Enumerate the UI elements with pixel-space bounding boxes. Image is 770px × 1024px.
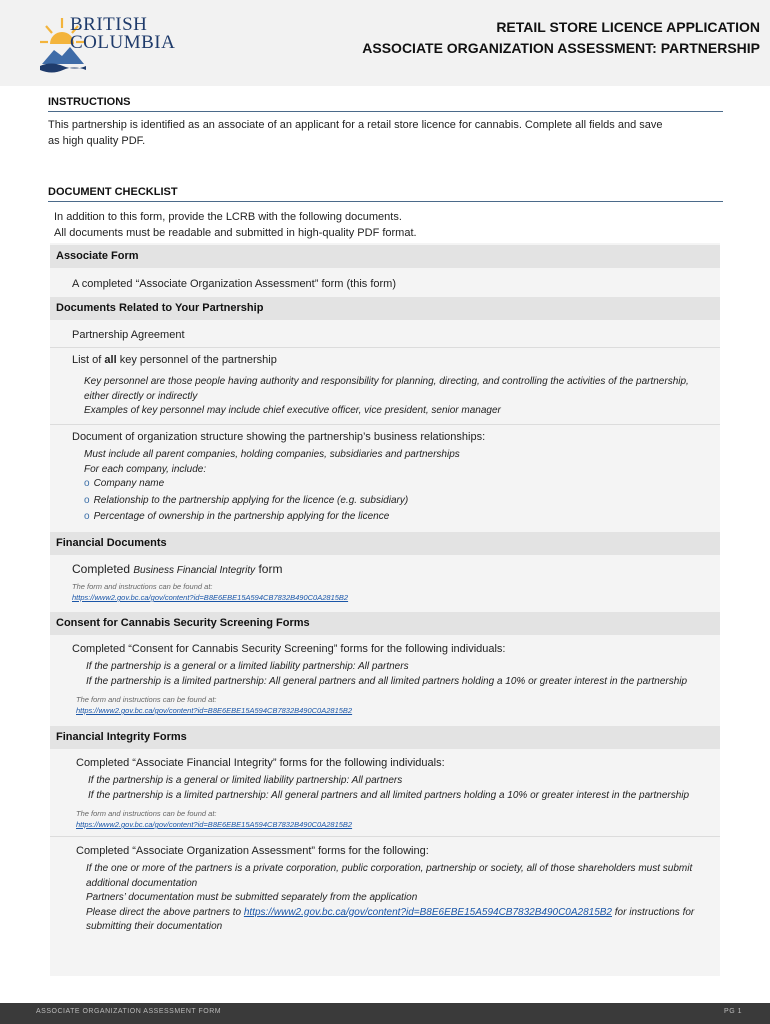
band-financial-docs: Financial Documents [50,532,720,555]
separator [50,424,720,425]
bullet-icon: o [84,494,90,506]
org-structure-item: Document of organization structure showing the partnership’s business relationships: [72,431,486,443]
security-screening-notes: If the partnership is a general or a limited liability partnership: All partners If the partnership is a limited partnership: All general partners and all limited partners holding a 10% or greater interest in the partnership [86,661,688,687]
checklist-intro-line-1: In addition to this form, provide the LCRB with the following documents. [54,211,402,223]
band-associate-form: Associate Form [50,245,720,268]
security-screening-found: The form and instructions can be found at: [76,695,217,704]
financial-integrity-found: The form and instructions can be found at: [76,809,217,818]
page-header [0,0,770,86]
band-security-screening: Consent for Cannabis Security Screening Forms [50,612,720,635]
instructions-heading: INSTRUCTIONS [48,96,723,112]
key-personnel-item: List of all key personnel of the partnership [72,354,277,366]
assoc-assessment-notes: If the one or more of the partners is a private corporation, public corporation, partnership or society, all of those shareholders must submit additional documentation Partners’ documentation must be submitted separately from the application Please direct the above partners to https://www2.gov.bc.ca/gov/content?id=B8E6EBE15A594CB7832B490C0A2815B2 for instructions for submitting their documentation [86,863,695,932]
assoc-assessment-item: Completed “Associate Organization Assessment” forms for the following: [76,845,429,857]
separator [50,836,720,837]
separator [50,347,720,348]
financial-docs-item: Completed Business Financial Integrity form [72,562,283,576]
page-title [362,17,760,59]
key-personnel-notes: Key personnel are those people having authority and responsibility for planning, directing, and controlling the activities of the partnership, either directly or indirectly Examples of key personnel may include chief executive officer, vice president, senior manager [84,376,689,416]
checklist-intro [54,209,417,241]
band-financial-integrity: Financial Integrity Forms [50,726,720,749]
instructions-line-1: This partnership is identified as an associate of an applicant for a retail store licence for cannabis. Complete all fields and save [48,119,663,131]
footer-page-number: PG 1 [724,1008,742,1015]
page-footer [0,1003,770,1024]
partnership-agreement-item: Partnership Agreement [72,329,185,341]
security-screening-item: Completed “Consent for Cannabis Security Screening” forms for the following individuals: [72,643,506,655]
associate-form-item: A completed “Associate Organization Assessment” form (this form) [72,278,397,290]
checklist-heading: DOCUMENT CHECKLIST [48,186,723,202]
bullet-icon: o [84,478,90,489]
instructions-text [48,117,728,149]
financial-docs-link[interactable]: https://www2.gov.bc.ca/gov/content?id=B8E6EBE15A594CB7832B490C0A2815B2 [72,593,349,602]
financial-integrity-link[interactable]: https://www2.gov.bc.ca/gov/content?id=B8E6EBE15A594CB7832B490C0A2815B2 [76,820,353,829]
financial-integrity-item: Completed “Associate Financial Integrity” forms for the following individuals: [76,757,445,769]
checklist-intro-line-2: All documents must be readable and submitted in high-quality PDF format. [54,227,417,239]
title-line-2: ASSOCIATE ORGANIZATION ASSESSMENT: PARTNERSHIP [362,40,760,56]
logo-line-1: BRITISH [70,14,148,35]
financial-integrity-notes: If the partnership is a general or limited liability partnership: All partners If the partnership is a limited partnership: All general partners and all limited partners holding a 10% or greater interest in the partnership [88,775,690,801]
assoc-assessment-link[interactable]: https://www2.gov.bc.ca/gov/content?id=B8E6EBE15A594CB7832B490C0A2815B2 [243,906,612,918]
footer-form-name: ASSOCIATE ORGANIZATION ASSESSMENT FORM [36,1008,222,1015]
title-line-1: RETAIL STORE LICENCE APPLICATION [496,19,760,35]
bullet-icon: o [84,511,90,522]
logo-line-2: COLUMBIA [70,32,176,53]
financial-docs-found: The form and instructions can be found at: [72,582,213,591]
security-screening-link[interactable]: https://www2.gov.bc.ca/gov/content?id=B8E6EBE15A594CB7832B490C0A2815B2 [76,706,353,715]
org-structure-notes: Must include all parent companies, holding companies, subsidiaries and partnerships For each company, include: o Company name o Relationship to the partnership applying for the licence (e.g. subsidiary) o Percentage of ownership in the partnership applying for the licence [84,449,460,522]
instructions-line-2: as high quality PDF. [48,135,146,147]
band-partnership-docs: Documents Related to Your Partnership [50,297,720,320]
